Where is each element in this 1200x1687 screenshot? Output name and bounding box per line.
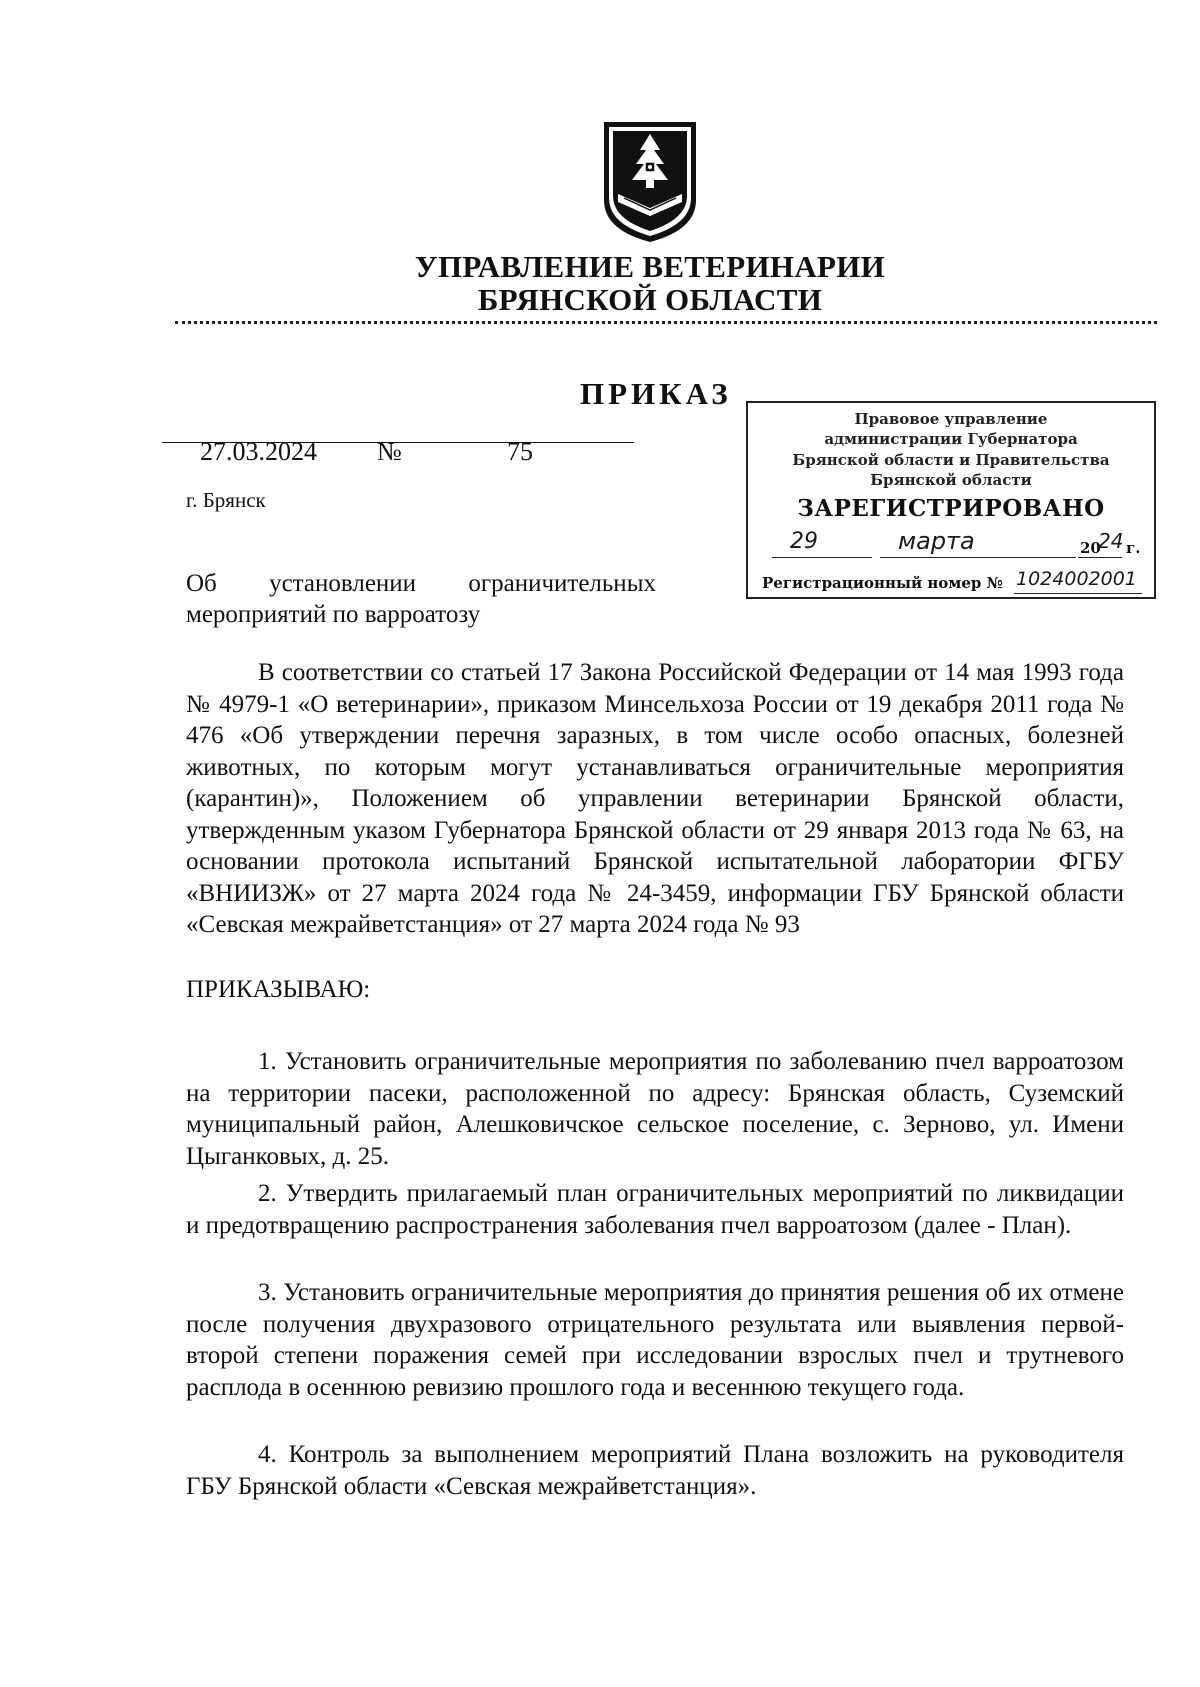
number-sign: № <box>377 437 402 466</box>
registration-stamp <box>746 401 1156 599</box>
stamp-regnum-label: Регистрационный номер № <box>762 574 1003 592</box>
order-item-3: 3. Установить ограничительные мероприятия до принятия решения об их отмене после получения двухразового отрицательного результата или выявления первой-второй степени поражения семей при исследовании взрослых пчел и трутневого расплода в осеннюю ревизию прошлого года и весеннюю текущего года. <box>186 1279 1124 1401</box>
order-item-4: 4. Контроль за выполнением мероприятий Плана возложить на руководителя ГБУ Брянской области «Севская межрайветстанция». <box>186 1441 1124 1500</box>
stamp-year-prefix: 20 <box>1080 539 1101 557</box>
stamp-registered-label: ЗАРЕГИСТРИРОВАНО <box>797 495 1105 522</box>
stamp-day: 29 <box>790 529 818 554</box>
stamp-month-underline <box>880 557 1076 558</box>
stamp-year-suffix: г. <box>1126 539 1141 557</box>
basis-paragraph: В соответствии со статьей 17 Закона Российской Федерации от 14 мая 1993 года № 4979-1 «О ветеринарии», приказом Минсельхоза России от 19 декабря 2011 года № 476 «Об утверждении перечня заразных, в том числе особо опасных, болезней животных, по которым могут устанавливаться ограничительные мероприятия (карантин)», Положением об управлении ветеринарии Брянской области, утвержденным указом Губернатора Брянской области от 29 января 2013 года № 63, на основании протокола испытаний Брянской испытательной лаборатории ФГБУ «ВНИИЗЖ» от 27 марта 2024 года № 24-3459, информации ГБУ Брянской области «Севская межрайветстанция» от 27 марта 2024 года № 93 <box>186 659 1124 938</box>
stamp-day-underline <box>772 557 872 558</box>
order-item-2: 2. Утвердить прилагаемый план ограничительных мероприятий по ликвидации и предотвращению распространения заболевания пчел варроатозом (далее - План). <box>186 1180 1124 1239</box>
organization-name-line1: УПРАВЛЕНИЕ ВЕТЕРИНАРИИ <box>414 249 886 284</box>
document-date: 27.03.2024 <box>200 437 317 466</box>
order-word: ПРИКАЗЫВАЮ: <box>186 976 371 1003</box>
order-item-1: 1. Установить ограничительные мероприятия по заболеванию пчел варроатозом на территории пасеки, расположенной по адресу: Брянская область, Суземский муниципальный район, Алешковичское сельское поселение, с. Зерново, ул. Имени Цыганковых, д. 25. <box>186 1048 1124 1170</box>
bryansk-coat-of-arms-emblem <box>600 118 700 246</box>
organization-name-line2: БРЯНСКОЙ ОБЛАСТИ <box>477 282 823 317</box>
header-dotted-divider <box>175 321 1157 324</box>
stamp-regnum: 1024002001 <box>1016 568 1137 590</box>
document-city: г. Брянск <box>186 488 266 512</box>
document-subject: Об установлении ограничительных мероприятий по варроатозу <box>186 570 656 628</box>
stamp-month: марта <box>898 527 975 555</box>
stamp-regnum-underline <box>1014 593 1142 594</box>
document-number: 75 <box>507 437 533 466</box>
stamp-year-underline <box>1078 557 1122 558</box>
stamp-line1: Правовое управление <box>854 410 1048 428</box>
stamp-line4: Брянской области <box>870 471 1032 489</box>
document-title: ПРИКАЗ <box>580 376 732 411</box>
stamp-line3: Брянской области и Правительства <box>792 451 1110 469</box>
stamp-year: 24 <box>1098 529 1124 553</box>
stamp-line2: администрации Губернатора <box>824 430 1078 448</box>
